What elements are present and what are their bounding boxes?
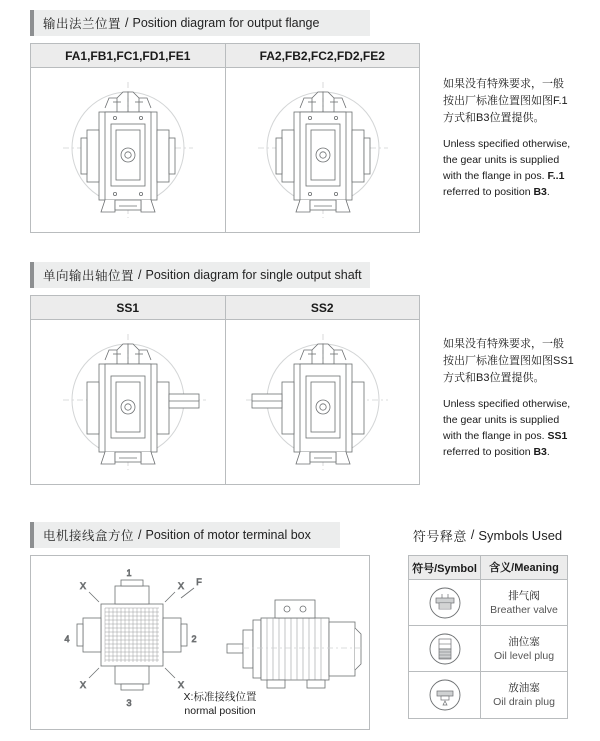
meaning-en-breather: Breather valve — [490, 603, 558, 616]
shaft-note-en-1: Unless specified otherwise, — [443, 398, 571, 410]
section-title-cn-flange: 输出法兰位置 — [43, 17, 122, 31]
section-header-flange — [30, 10, 370, 36]
breather-valve-icon — [428, 586, 462, 620]
flange-note-en-4 — [443, 184, 588, 200]
flange-note-cn-2: 按出厂标准位置图如图F.1 — [443, 95, 568, 107]
table-row — [409, 626, 567, 672]
section-title-en-symbols: Symbols Used — [478, 527, 563, 543]
meaning-cell-breather — [481, 580, 567, 625]
section-title-sep-shaft: / — [138, 268, 142, 282]
section-title-cn-shaft: 单向输出轴位置 — [43, 269, 135, 283]
shaft-note-cn-2: 按出厂标准位置图如图SS1 — [443, 355, 574, 367]
flange-note — [443, 76, 588, 200]
svg-text:1: 1 — [126, 568, 132, 578]
flange-note-en-4-pre: referred to position — [443, 186, 534, 198]
oil-drain-plug-icon — [428, 678, 462, 712]
flange-col1-header: FA1,FB1,FC1,FD1,FE1 — [65, 48, 191, 63]
svg-text:3: 3 — [126, 698, 132, 708]
svg-text:X: X — [177, 581, 185, 591]
symbols-table — [408, 555, 568, 719]
symbols-header-meaning: 含义/Meaning — [489, 561, 559, 574]
flange-note-en-4-post: . — [546, 186, 550, 198]
svg-text:X: X — [79, 581, 87, 591]
meaning-cell-oil-drain — [481, 672, 567, 718]
flange-diagram-right — [225, 68, 420, 232]
shaft-note-en-2: the gear units is supplied — [443, 414, 560, 426]
gearbox-drawing-ss2 — [226, 320, 420, 484]
table-row — [409, 672, 567, 718]
shaft-note-en-3-pre: with the flange in pos. — [443, 430, 548, 442]
meaning-cn-oil-drain: 放油塞 — [508, 682, 540, 694]
section-header-shaft — [30, 262, 370, 288]
meaning-cell-oil-level — [481, 626, 567, 671]
shaft-note-en-4-bold: B3 — [533, 446, 547, 458]
flange-note-cn-1: 如果没有特殊要求，一般 — [443, 78, 564, 90]
shaft-diagram-left — [31, 320, 225, 484]
section-title-en-terminal: Position of motor terminal box — [145, 528, 311, 542]
flange-note-cn-3: 方式和B3位置提供。 — [443, 112, 545, 124]
motor-caption-en: normal position — [184, 705, 256, 717]
symbol-cell-breather — [409, 580, 481, 625]
shaft-diagram-right — [225, 320, 420, 484]
gearbox-drawing-fa2 — [226, 68, 420, 232]
oil-level-plug-icon — [428, 632, 462, 666]
meaning-en-oil-drain: Oil drain plug — [493, 696, 555, 708]
symbol-cell-oil-drain — [409, 672, 481, 718]
flange-note-en-3-pre: with the flange in pos. — [443, 170, 548, 182]
shaft-note-cn-1: 如果没有特殊要求，一般 — [443, 338, 564, 350]
flange-diagram-frame — [30, 43, 420, 233]
section-title-sep-flange: / — [125, 16, 129, 30]
shaft-note-en-4-post: . — [546, 446, 550, 458]
meaning-cn-oil-level: 油位塞 — [508, 635, 540, 648]
flange-note-en-2: the gear units is supplied — [443, 154, 560, 166]
svg-text:2: 2 — [191, 634, 197, 644]
svg-text:F: F — [196, 577, 202, 587]
flange-column-headers — [31, 44, 419, 68]
flange-diagram-left — [31, 68, 225, 232]
flange-note-en-3-bold: F..1 — [547, 170, 565, 182]
svg-text:4: 4 — [64, 634, 70, 644]
flange-col2-header: FA2,FB2,FC2,FD2,FE2 — [225, 44, 420, 67]
shaft-col2-header: SS2 — [225, 296, 420, 319]
shaft-note-en-4 — [443, 444, 588, 460]
shaft-note-en-4-pre: referred to position — [443, 446, 534, 458]
shaft-note-en-3-bold: SS1 — [547, 430, 568, 442]
symbols-header-symbol: 符号/Symbol — [409, 556, 481, 579]
shaft-column-headers — [31, 296, 419, 320]
section-title-en-shaft: Position diagram for single output shaft — [145, 268, 362, 282]
shaft-col1-header: SS1 — [116, 300, 140, 315]
flange-note-en-4-bold: B3 — [533, 186, 547, 198]
meaning-en-oil-level: Oil level plug — [493, 649, 555, 662]
shaft-diagram-body — [31, 320, 419, 484]
shaft-note-cn-3: 方式和B3位置提供。 — [443, 372, 545, 384]
symbol-cell-oil-level — [409, 626, 481, 671]
shaft-note — [443, 336, 588, 460]
flange-note-en-3 — [443, 168, 588, 184]
motor-caption-cn: X:标准接线位置 — [183, 691, 257, 703]
section-header-terminal — [30, 522, 340, 548]
section-title-en-flange: Position diagram for output flange — [132, 16, 320, 30]
flange-diagram-body — [31, 68, 419, 232]
motor-position-caption — [155, 690, 285, 718]
shaft-diagram-frame — [30, 295, 420, 485]
symbols-table-header-row — [409, 556, 567, 580]
meaning-cn-breather: 排气阀 — [508, 589, 540, 602]
gearbox-drawing-ss1 — [31, 320, 225, 484]
flange-note-en-1: Unless specified otherwise, — [443, 138, 571, 150]
section-header-symbols — [405, 522, 570, 548]
gearbox-drawing-fa1 — [31, 68, 225, 232]
shaft-note-en-3 — [443, 428, 588, 444]
svg-text:X: X — [177, 680, 185, 690]
section-title-cn-symbols: 符号释意 — [412, 528, 467, 544]
table-row — [409, 580, 567, 626]
svg-text:X: X — [79, 680, 87, 690]
section-title-cn-terminal: 电机接线盒方位 — [43, 529, 135, 543]
section-title-sep-terminal: / — [138, 528, 142, 542]
section-title-sep-symbols: / — [470, 528, 475, 542]
